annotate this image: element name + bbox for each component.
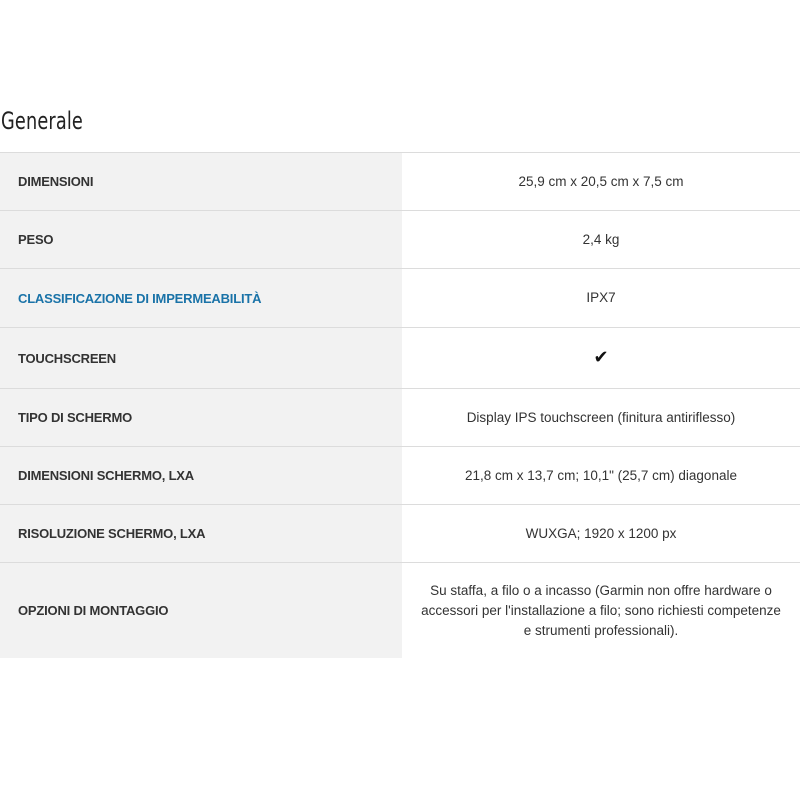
- table-row: [0, 153, 800, 211]
- table-row: [0, 269, 800, 328]
- spec-value-screen-resolution: WUXGA; 1920 x 1200 px: [402, 505, 800, 563]
- spec-label-mounting-options: OPZIONI DI MONTAGGIO: [0, 563, 402, 659]
- spec-label-touchscreen: TOUCHSCREEN: [0, 328, 402, 389]
- spec-label-screen-size: DIMENSIONI SCHERMO, LXA: [0, 447, 402, 505]
- spec-value-weight: 2,4 kg: [402, 211, 800, 269]
- spec-label-screen-type: TIPO DI SCHERMO: [0, 389, 402, 447]
- spec-value-mounting-options: Su staffa, a filo o a incasso (Garmin non offre hardware o accessori per l'installazione a filo; sono richiesti competenze e strumenti professionali).: [402, 563, 800, 659]
- table-row: [0, 563, 800, 659]
- checkmark-icon: ✔: [593, 346, 609, 368]
- spec-value-screen-size: 21,8 cm x 13,7 cm; 10,1" (25,7 cm) diagonale: [402, 447, 800, 505]
- spec-label-screen-resolution: RISOLUZIONE SCHERMO, LXA: [0, 505, 402, 563]
- table-row: [0, 447, 800, 505]
- table-row: [0, 389, 800, 447]
- spec-label-dimensions: DIMENSIONI: [0, 153, 402, 211]
- table-row: [0, 211, 800, 269]
- spec-value-touchscreen: [402, 328, 800, 389]
- section-title: Generale: [1, 107, 83, 135]
- table-row: [0, 328, 800, 389]
- spec-label-weight: PESO: [0, 211, 402, 269]
- table-row: [0, 505, 800, 563]
- spec-label-water-rating-link[interactable]: CLASSIFICAZIONE DI IMPERMEABILITÀ: [0, 269, 402, 328]
- spec-table: [0, 152, 800, 658]
- spec-value-screen-type: Display IPS touchscreen (finitura antiriflesso): [402, 389, 800, 447]
- spec-value-dimensions: 25,9 cm x 20,5 cm x 7,5 cm: [402, 153, 800, 211]
- spec-value-water-rating: IPX7: [402, 269, 800, 328]
